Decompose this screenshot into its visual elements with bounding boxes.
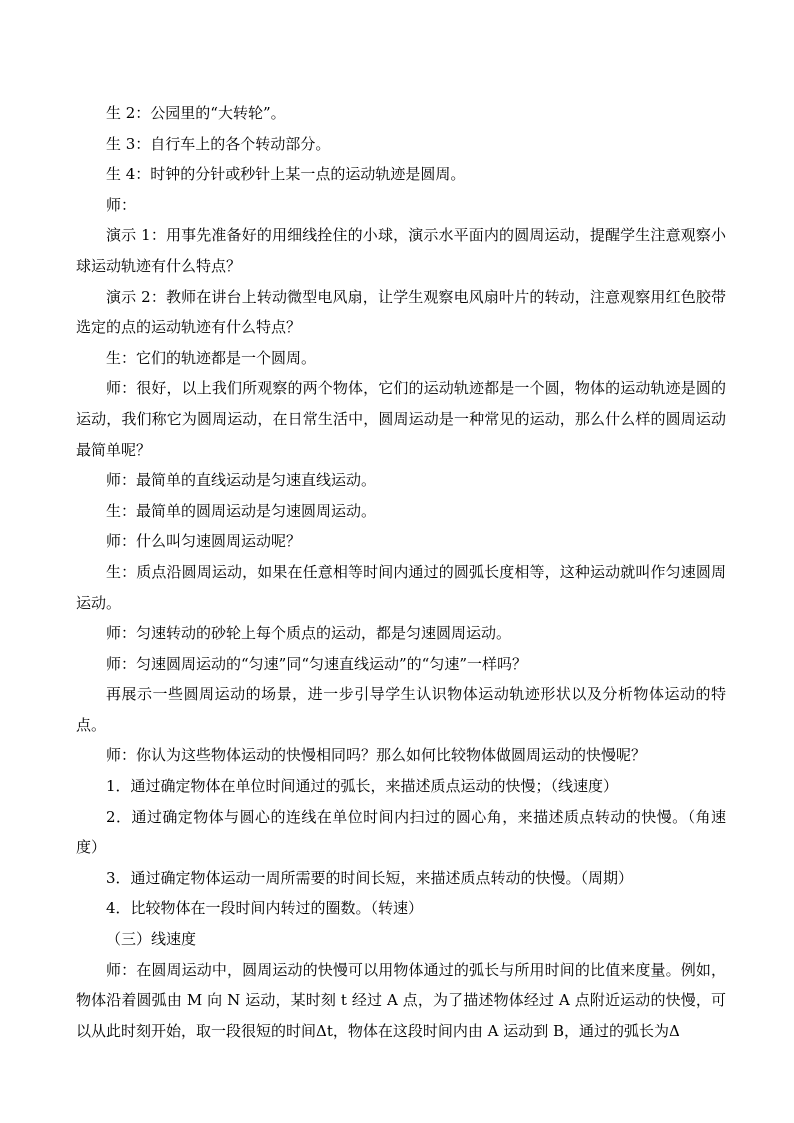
paragraph: 师：什么叫匀速圆周运动呢？ [106,532,302,551]
paragraph: 师：在圆周运动中，圆周运动的快慢可以用物体通过的弧长与所用时间的比值来度量。例如，物体沿着圆弧由 M 向 N 运动，某时刻 t 经过 A 点，为了描述物体经过 A 点附近运动的快慢，可以从此时刻开始，取一段很短的时间Δt，物体在这段时间内由 A 运动到 B，通过的弧长为Δ [76,960,726,1040]
document-body [76,98,726,1046]
paragraph: 生：最简单的圆周运动是匀速圆周运动。 [106,501,377,520]
paragraph: 生：它们的轨迹都是一个圆周。 [106,348,317,367]
paragraph: 演示 1：用事先准备好的用细线拴住的小球，演示水平面内的圆周运动，提醒学生注意观察小球运动轨迹有什么特点？ [76,226,726,275]
list-item: 4．比较物体在一段时间内转过的圈数。（转速） [106,899,424,918]
paragraph: 师：最简单的直线运动是匀速直线运动。 [106,471,377,490]
paragraph: 生 4：时钟的分针或秒针上某一点的运动轨迹是圆周。 [106,165,466,184]
paragraph: 再展示一些圆周运动的场景，进一步引导学生认识物体运动轨迹形状以及分析物体运动的特点。 [76,685,726,734]
paragraph: 演示 2：教师在讲台上转动微型电风扇，让学生观察电风扇叶片的转动，注意观察用红色胶带选定的点的运动轨迹有什么特点？ [76,287,726,337]
paragraph: 生 3：自行车上的各个转动部分。 [106,134,331,153]
paragraph: 师：你认为这些物体运动的快慢相同吗？那么如何比较物体做圆周运动的快慢呢？ [106,746,647,765]
paragraph: 师：很好，以上我们所观察的两个物体，它们的运动轨迹都是一个圆，物体的运动轨迹是圆的运动，我们称它为圆周运动，在日常生活中，圆周运动是一种常见的运动，那么什么样的圆周运动最简单呢？ [76,379,726,459]
list-item: 2．通过确定物体与圆心的连线在单位时间内扫过的圆心角，来描述质点转动的快慢。（角速度） [76,807,726,857]
list-item: 3．通过确定物体运动一周所需要的时间长短，来描述质点转动的快慢。（周期） [106,868,634,887]
section-heading: （三）线速度 [106,930,197,949]
paragraph: 师：匀速圆周运动的“匀速”同“匀速直线运动”的“匀速”一样吗？ [106,654,528,673]
paragraph: 师：匀速转动的砂轮上每个质点的运动，都是匀速圆周运动。 [106,624,512,643]
paragraph: 生：质点沿圆周运动，如果在任意相等时间内通过的圆弧长度相等，这种运动就叫作匀速圆周运动。 [76,562,726,612]
paragraph: 生 2：公园里的“大转轮”。 [106,104,286,122]
paragraph: 师： [106,195,137,214]
list-item: 1．通过确定物体在单位时间通过的弧长，来描述质点运动的快慢；（线速度） [106,777,619,796]
